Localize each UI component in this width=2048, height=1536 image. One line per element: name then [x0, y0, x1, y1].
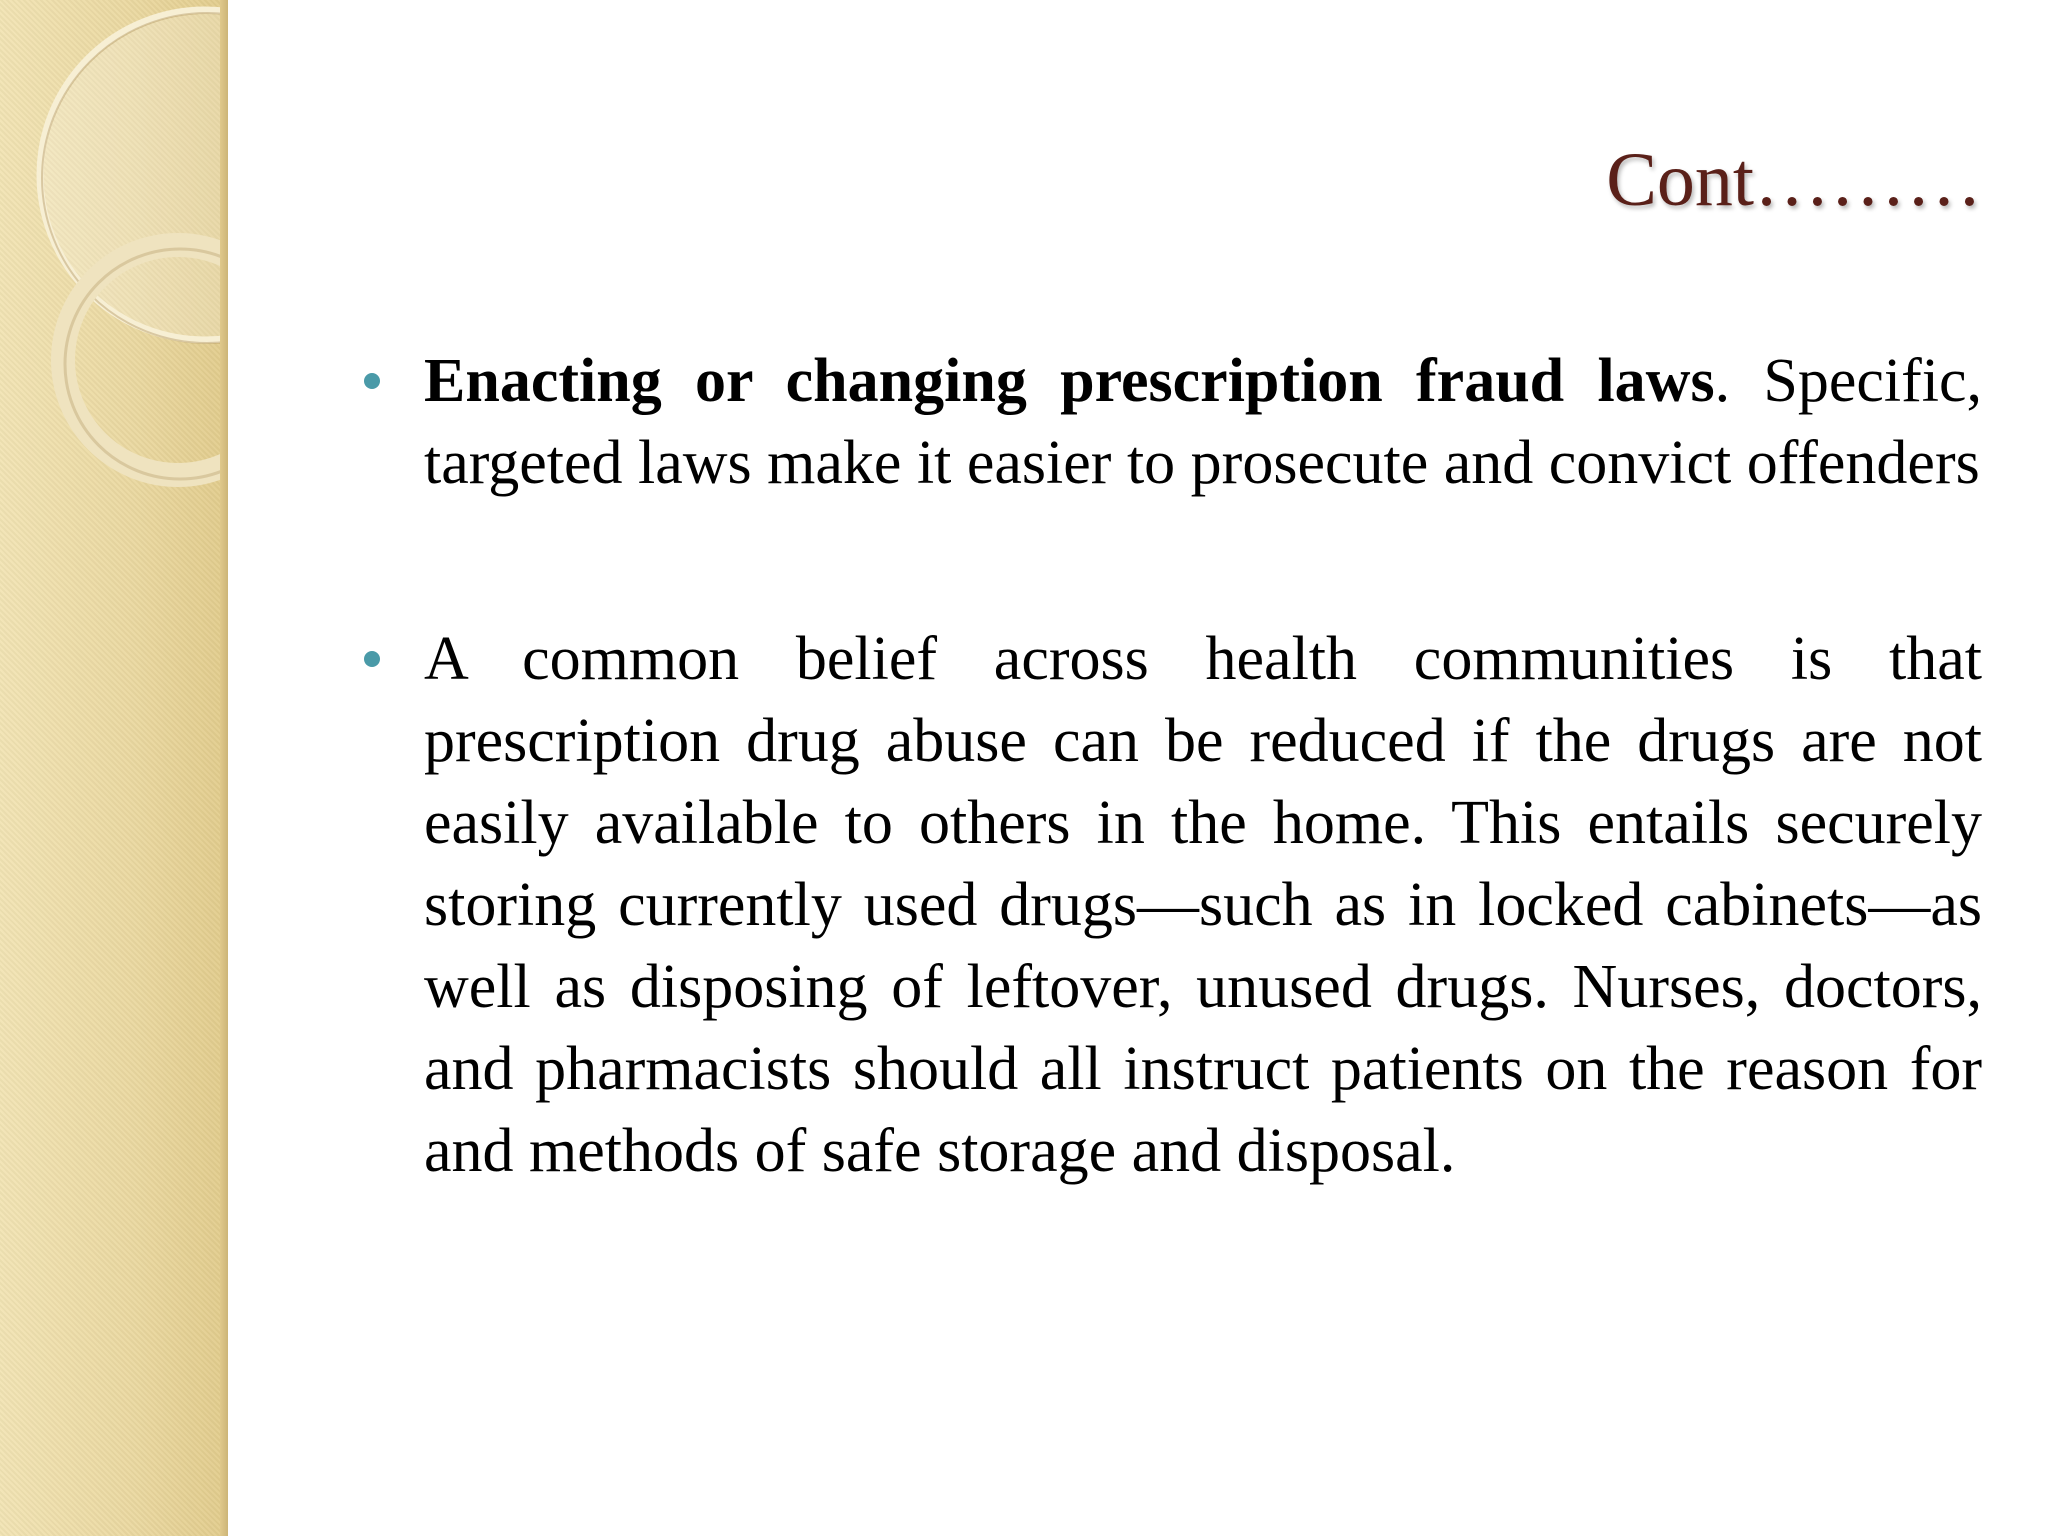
decorative-rings-graphic: [0, 0, 228, 1536]
slide-title: Cont………: [1606, 138, 1982, 222]
bullet-list: [356, 340, 1982, 1192]
bullet-body-text: A common belief across health communities is that prescription drug abuse can be reduced if the drugs are not easily available to others in the home. This entails securely storing currently used drugs—such as in locked cabinets—as well as disposing of leftover, unused drugs. Nurses, doctors, and pharmacists should all instruct patients on the reason for and methods of safe storage and disposal.: [424, 625, 1982, 1185]
bullet-body-text: . Specific, targeted laws make it easier to prosecute and convict offenders: [424, 347, 1982, 497]
bullet-item-fraud-laws: [356, 340, 1982, 504]
sidebar-edge: [220, 0, 228, 1536]
bullet-dot-icon: [364, 373, 380, 389]
decorative-sidebar: [0, 0, 228, 1536]
bullet-lead-text: Enacting or changing prescription fraud laws: [424, 347, 1715, 415]
bullet-dot-icon: [364, 651, 380, 667]
bullet-item-safe-storage: [356, 618, 1982, 1192]
